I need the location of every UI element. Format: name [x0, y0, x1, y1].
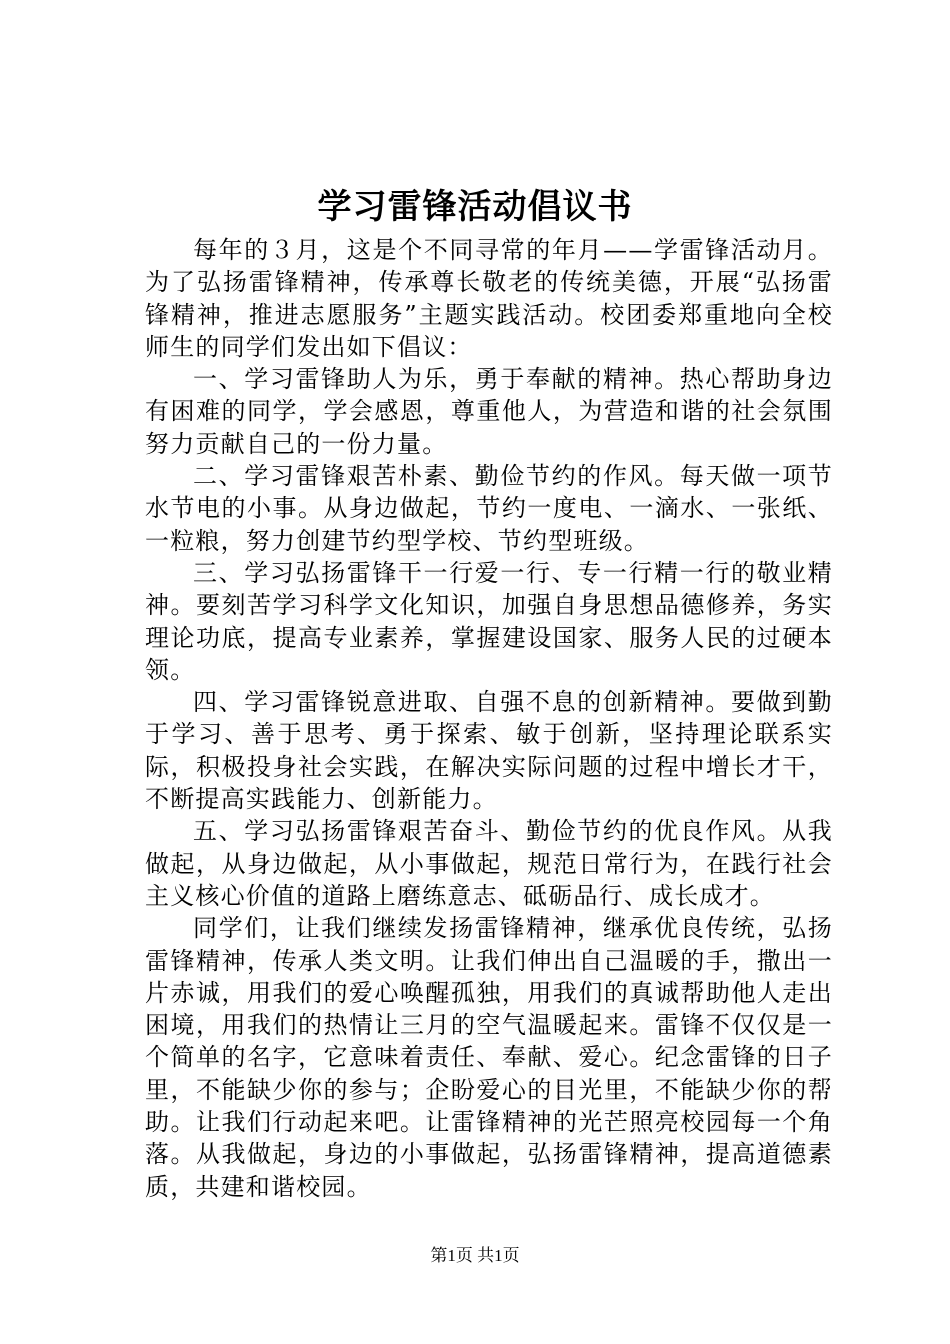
document-body: [145, 234, 833, 1203]
paragraph-item-4: 四、学习雷锋锐意进取、自强不息的创新精神。要做到勤于学习、善于思考、勇于探索、敏于创新，坚持理论联系实际，积极投身社会实践，在解决实际问题的过程中增长才干，不断提高实践能力、创新能力。: [145, 688, 833, 814]
paragraph-intro: 每年的３月，这是个不同寻常的年月——学雷锋活动月。为了弘扬雷锋精神，传承尊长敬老的传统美德，开展“弘扬雷锋精神，推进志愿服务”主题实践活动。校团委郑重地向全校师生的同学们发出如下倡议：: [145, 236, 833, 361]
paragraph-closing: 同学们，让我们继续发扬雷锋精神，继承优良传统，弘扬雷锋精神，传承人类文明。让我们伸出自己温暖的手，撒出一片赤诚，用我们的爱心唤醒孤独，用我们的真诚帮助他人走出困境，用我们的热情让三月的空气温暖起来。雷锋不仅仅是一个简单的名字，它意味着责任、奉献、爱心。纪念雷锋的日子里，不能缺少你的参与；企盼爱心的目光里，不能缺少你的帮助。让我们行动起来吧。让雷锋精神的光芒照亮校园每一个角落。从我做起，身边的小事做起，弘扬雷锋精神，提高道德素质，共建和谐校园。: [145, 914, 833, 1201]
paragraph-item-1: 一、学习雷锋助人为乐，勇于奉献的精神。热心帮助身边有困难的同学，学会感恩，尊重他人，为营造和谐的社会氛围努力贡献自己的一份力量。: [145, 365, 833, 458]
paragraph-item-5: 五、学习弘扬雷锋艰苦奋斗、勤俭节约的优良作风。从我做起，从身边做起，从小事做起，规范日常行为，在践行社会主义核心价值的道路上磨练意志、砥砺品行、成长成才。: [145, 817, 833, 910]
paragraph-item-2: 二、学习雷锋艰苦朴素、勤俭节约的作风。每天做一项节水节电的小事。从身边做起，节约一度电、一滴水、一张纸、一粒粮，努力创建节约型学校、节约型班级。: [145, 462, 833, 555]
paragraph-item-3: 三、学习弘扬雷锋干一行爱一行、专一行精一行的敬业精神。要刻苦学习科学文化知识，加强自身思想品德修养，务实理论功底，提高专业素养，掌握建设国家、服务人民的过硬本领。: [145, 558, 833, 684]
page-number-footer: 第1页 共1页: [430, 1246, 520, 1265]
document-title: 学习雷锋活动倡议书: [317, 187, 633, 227]
